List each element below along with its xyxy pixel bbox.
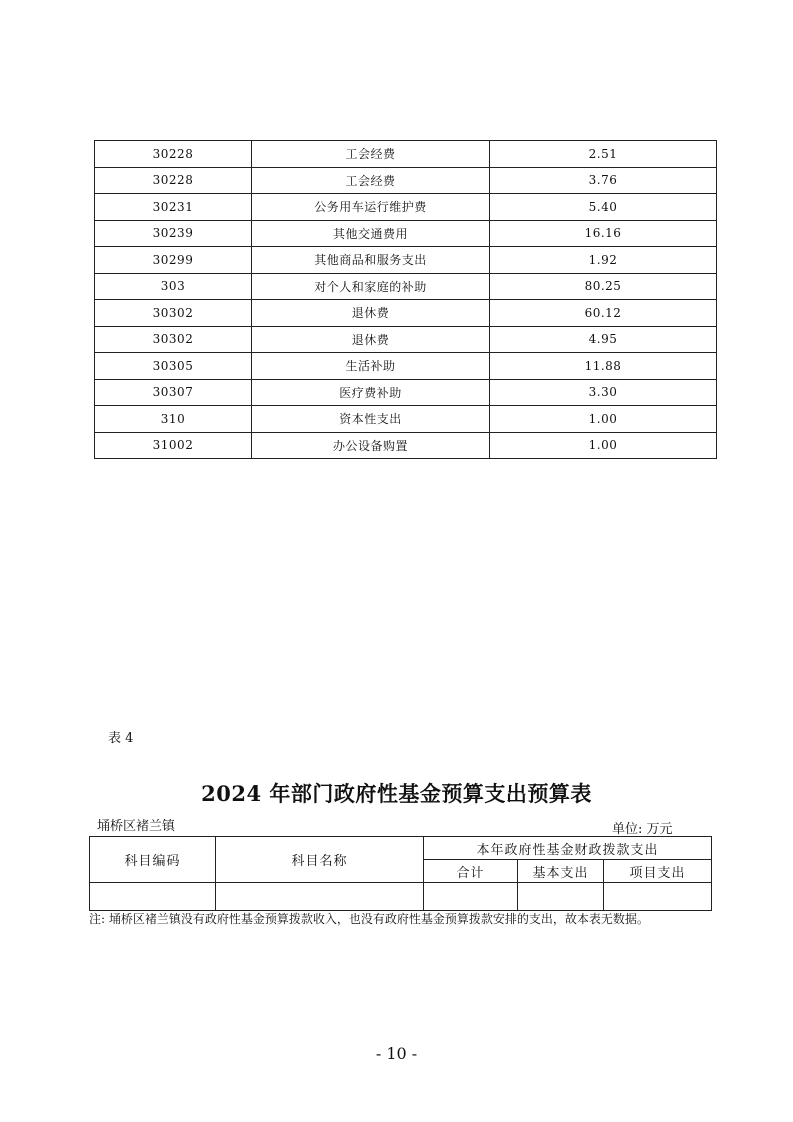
row-name: 生活补助 xyxy=(252,353,490,380)
header-code: 科目编码 xyxy=(90,837,216,883)
row-code: 30307 xyxy=(95,379,252,406)
row-name: 资本性支出 xyxy=(252,406,490,433)
row-name: 公务用车运行维护费 xyxy=(252,194,490,221)
row-name: 工会经费 xyxy=(252,167,490,194)
row-name: 退休费 xyxy=(252,300,490,327)
table-row xyxy=(95,141,717,168)
page-number: - 10 - xyxy=(375,1044,418,1063)
row-name: 其他交通费用 xyxy=(252,220,490,247)
header-total: 合计 xyxy=(424,860,518,883)
empty-cell xyxy=(518,883,604,911)
org-name: 埇桥区褚兰镇 xyxy=(97,819,176,834)
row-amount: 3.76 xyxy=(490,167,717,194)
page-title: 2024 年部门政府性基金预算支出预算表 xyxy=(201,781,592,806)
row-name: 工会经费 xyxy=(252,141,490,168)
header-group: 本年政府性基金财政拨款支出 xyxy=(424,837,712,860)
empty-cell xyxy=(604,883,712,911)
fund-header-row xyxy=(90,837,712,860)
row-amount: 80.25 xyxy=(490,273,717,300)
table-row xyxy=(95,353,717,380)
row-name: 对个人和家庭的补助 xyxy=(252,273,490,300)
expense-table-body xyxy=(95,141,717,459)
empty-cell xyxy=(216,883,424,911)
fund-empty-row xyxy=(90,883,712,911)
table-row xyxy=(95,326,717,353)
row-amount: 4.95 xyxy=(490,326,717,353)
unit-label: 单位: 万元 xyxy=(612,822,673,837)
table-row xyxy=(95,406,717,433)
row-code: 303 xyxy=(95,273,252,300)
header-basic: 基本支出 xyxy=(518,860,604,883)
table-row xyxy=(95,247,717,274)
table-row xyxy=(95,432,717,459)
row-code: 30302 xyxy=(95,300,252,327)
row-amount: 5.40 xyxy=(490,194,717,221)
row-amount: 1.00 xyxy=(490,406,717,433)
row-code: 310 xyxy=(95,406,252,433)
row-name: 医疗费补助 xyxy=(252,379,490,406)
row-code: 30231 xyxy=(95,194,252,221)
row-name: 退休费 xyxy=(252,326,490,353)
header-name: 科目名称 xyxy=(216,837,424,883)
row-amount: 16.16 xyxy=(490,220,717,247)
header-project: 项目支出 xyxy=(604,860,712,883)
row-amount: 60.12 xyxy=(490,300,717,327)
row-amount: 1.92 xyxy=(490,247,717,274)
row-code: 30239 xyxy=(95,220,252,247)
table-row xyxy=(95,300,717,327)
row-code: 30305 xyxy=(95,353,252,380)
row-code: 30228 xyxy=(95,141,252,168)
row-amount: 3.30 xyxy=(490,379,717,406)
row-code: 30299 xyxy=(95,247,252,274)
table-label: 表 4 xyxy=(108,731,134,746)
empty-cell xyxy=(424,883,518,911)
row-amount: 2.51 xyxy=(490,141,717,168)
fund-expense-table xyxy=(89,836,712,911)
table-row xyxy=(95,167,717,194)
table-row xyxy=(95,273,717,300)
row-name: 其他商品和服务支出 xyxy=(252,247,490,274)
note-text: 注: 埇桥区褚兰镇没有政府性基金预算拨款收入，也没有政府性基金预算拨款安排的支出，故本表无数据。 xyxy=(89,912,649,926)
empty-cell xyxy=(90,883,216,911)
row-code: 31002 xyxy=(95,432,252,459)
row-code: 30228 xyxy=(95,167,252,194)
table-row xyxy=(95,379,717,406)
row-name: 办公设备购置 xyxy=(252,432,490,459)
row-amount: 1.00 xyxy=(490,432,717,459)
row-amount: 11.88 xyxy=(490,353,717,380)
table-row xyxy=(95,194,717,221)
row-code: 30302 xyxy=(95,326,252,353)
table-row xyxy=(95,220,717,247)
expense-table xyxy=(94,140,717,459)
